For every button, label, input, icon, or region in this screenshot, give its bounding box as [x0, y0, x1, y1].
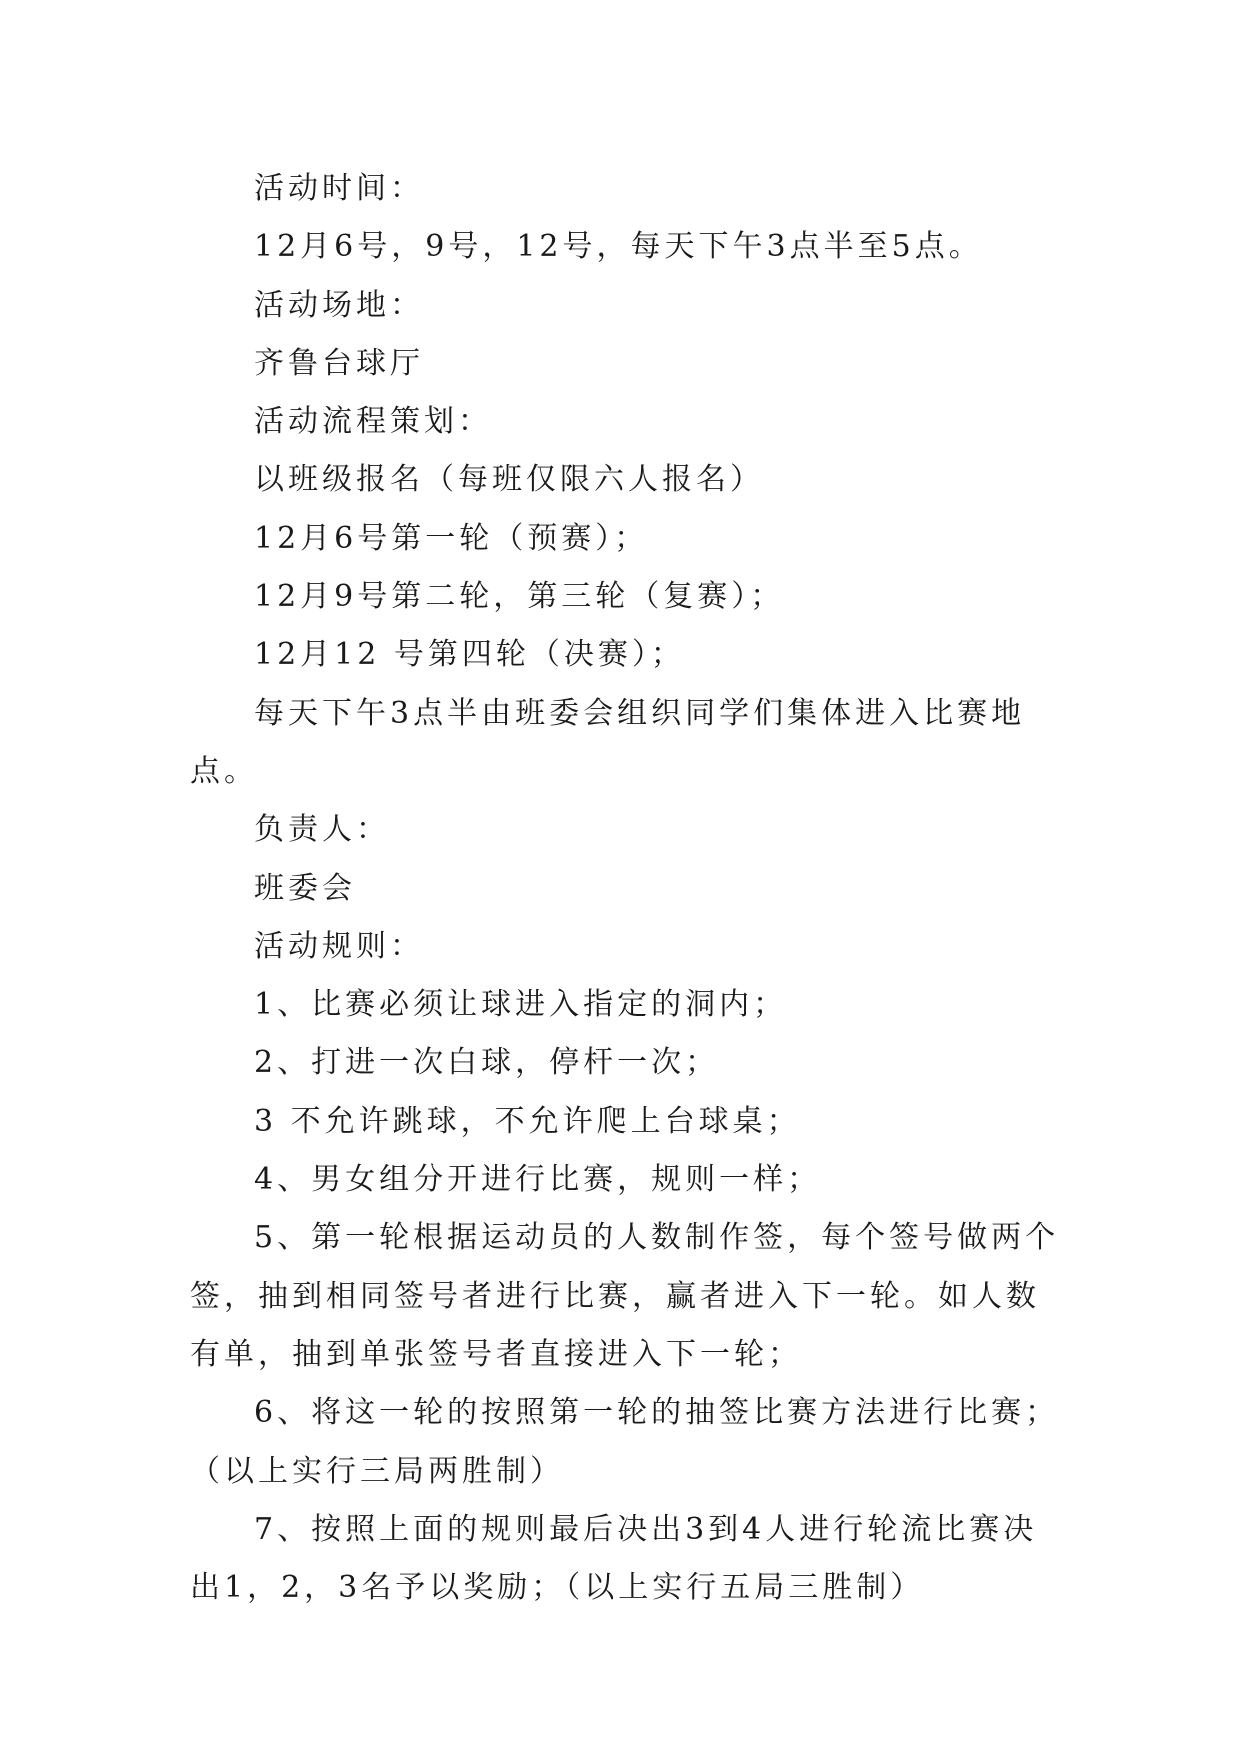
paragraph-rule-4: 4、男女组分开进行比赛，规则一样；	[254, 1162, 822, 1198]
paragraph-responsible-heading: 负责人：	[254, 812, 390, 848]
paragraph-activity-time: 12月6号，9号，12号，每天下午3点半至5点。	[254, 229, 983, 265]
paragraph-venue-heading: 活动场地：	[254, 287, 424, 323]
paragraph-rule-6: 6、将这一轮的按照第一轮的抽签比赛方法进行比赛；（以上实行三局两胜制）	[190, 1395, 1060, 1489]
paragraph-rule-2: 2、打进一次白球，停杆一次；	[254, 1045, 720, 1081]
paragraph-registration: 以班级报名（每班仅限六人报名）	[254, 462, 764, 498]
document-body	[190, 160, 1070, 1617]
paragraph-rules-heading: 活动规则：	[254, 928, 424, 964]
paragraph-daily-gathering: 每天下午3点半由班委会组织同学们集体进入比赛地点。	[190, 695, 1026, 789]
paragraph-round-2-3: 12月9号第二轮，第三轮（复赛）；	[254, 579, 785, 615]
paragraph-venue: 齐鲁台球厅	[254, 345, 424, 381]
paragraph-rule-7: 7、按照上面的规则最后决出3到4人进行轮流比赛决出1，2，3名予以奖励；（以上实行五局三胜制）	[190, 1511, 1038, 1606]
paragraph-rule-5: 5、第一轮根据运动员的人数制作签，每个签号做两个签，抽到相同签号者进行比赛，赢者进入下一轮。如人数有单，抽到单张签号者直接进入下一轮；	[190, 1220, 1060, 1372]
paragraph-responsible: 班委会	[254, 870, 356, 906]
paragraph-activity-time-heading: 活动时间：	[254, 171, 424, 206]
paragraph-round-4: 12月12 号第四轮（决赛）；	[254, 637, 685, 673]
paragraph-round-1: 12月6号第一轮（预赛）；	[254, 520, 649, 556]
paragraph-rule-3: 3 不允许跳球，不允许爬上台球桌；	[254, 1103, 801, 1139]
paragraph-process-heading: 活动流程策划：	[254, 404, 492, 440]
paragraph-rule-1: 1、比赛必须让球进入指定的洞内；	[254, 987, 788, 1023]
